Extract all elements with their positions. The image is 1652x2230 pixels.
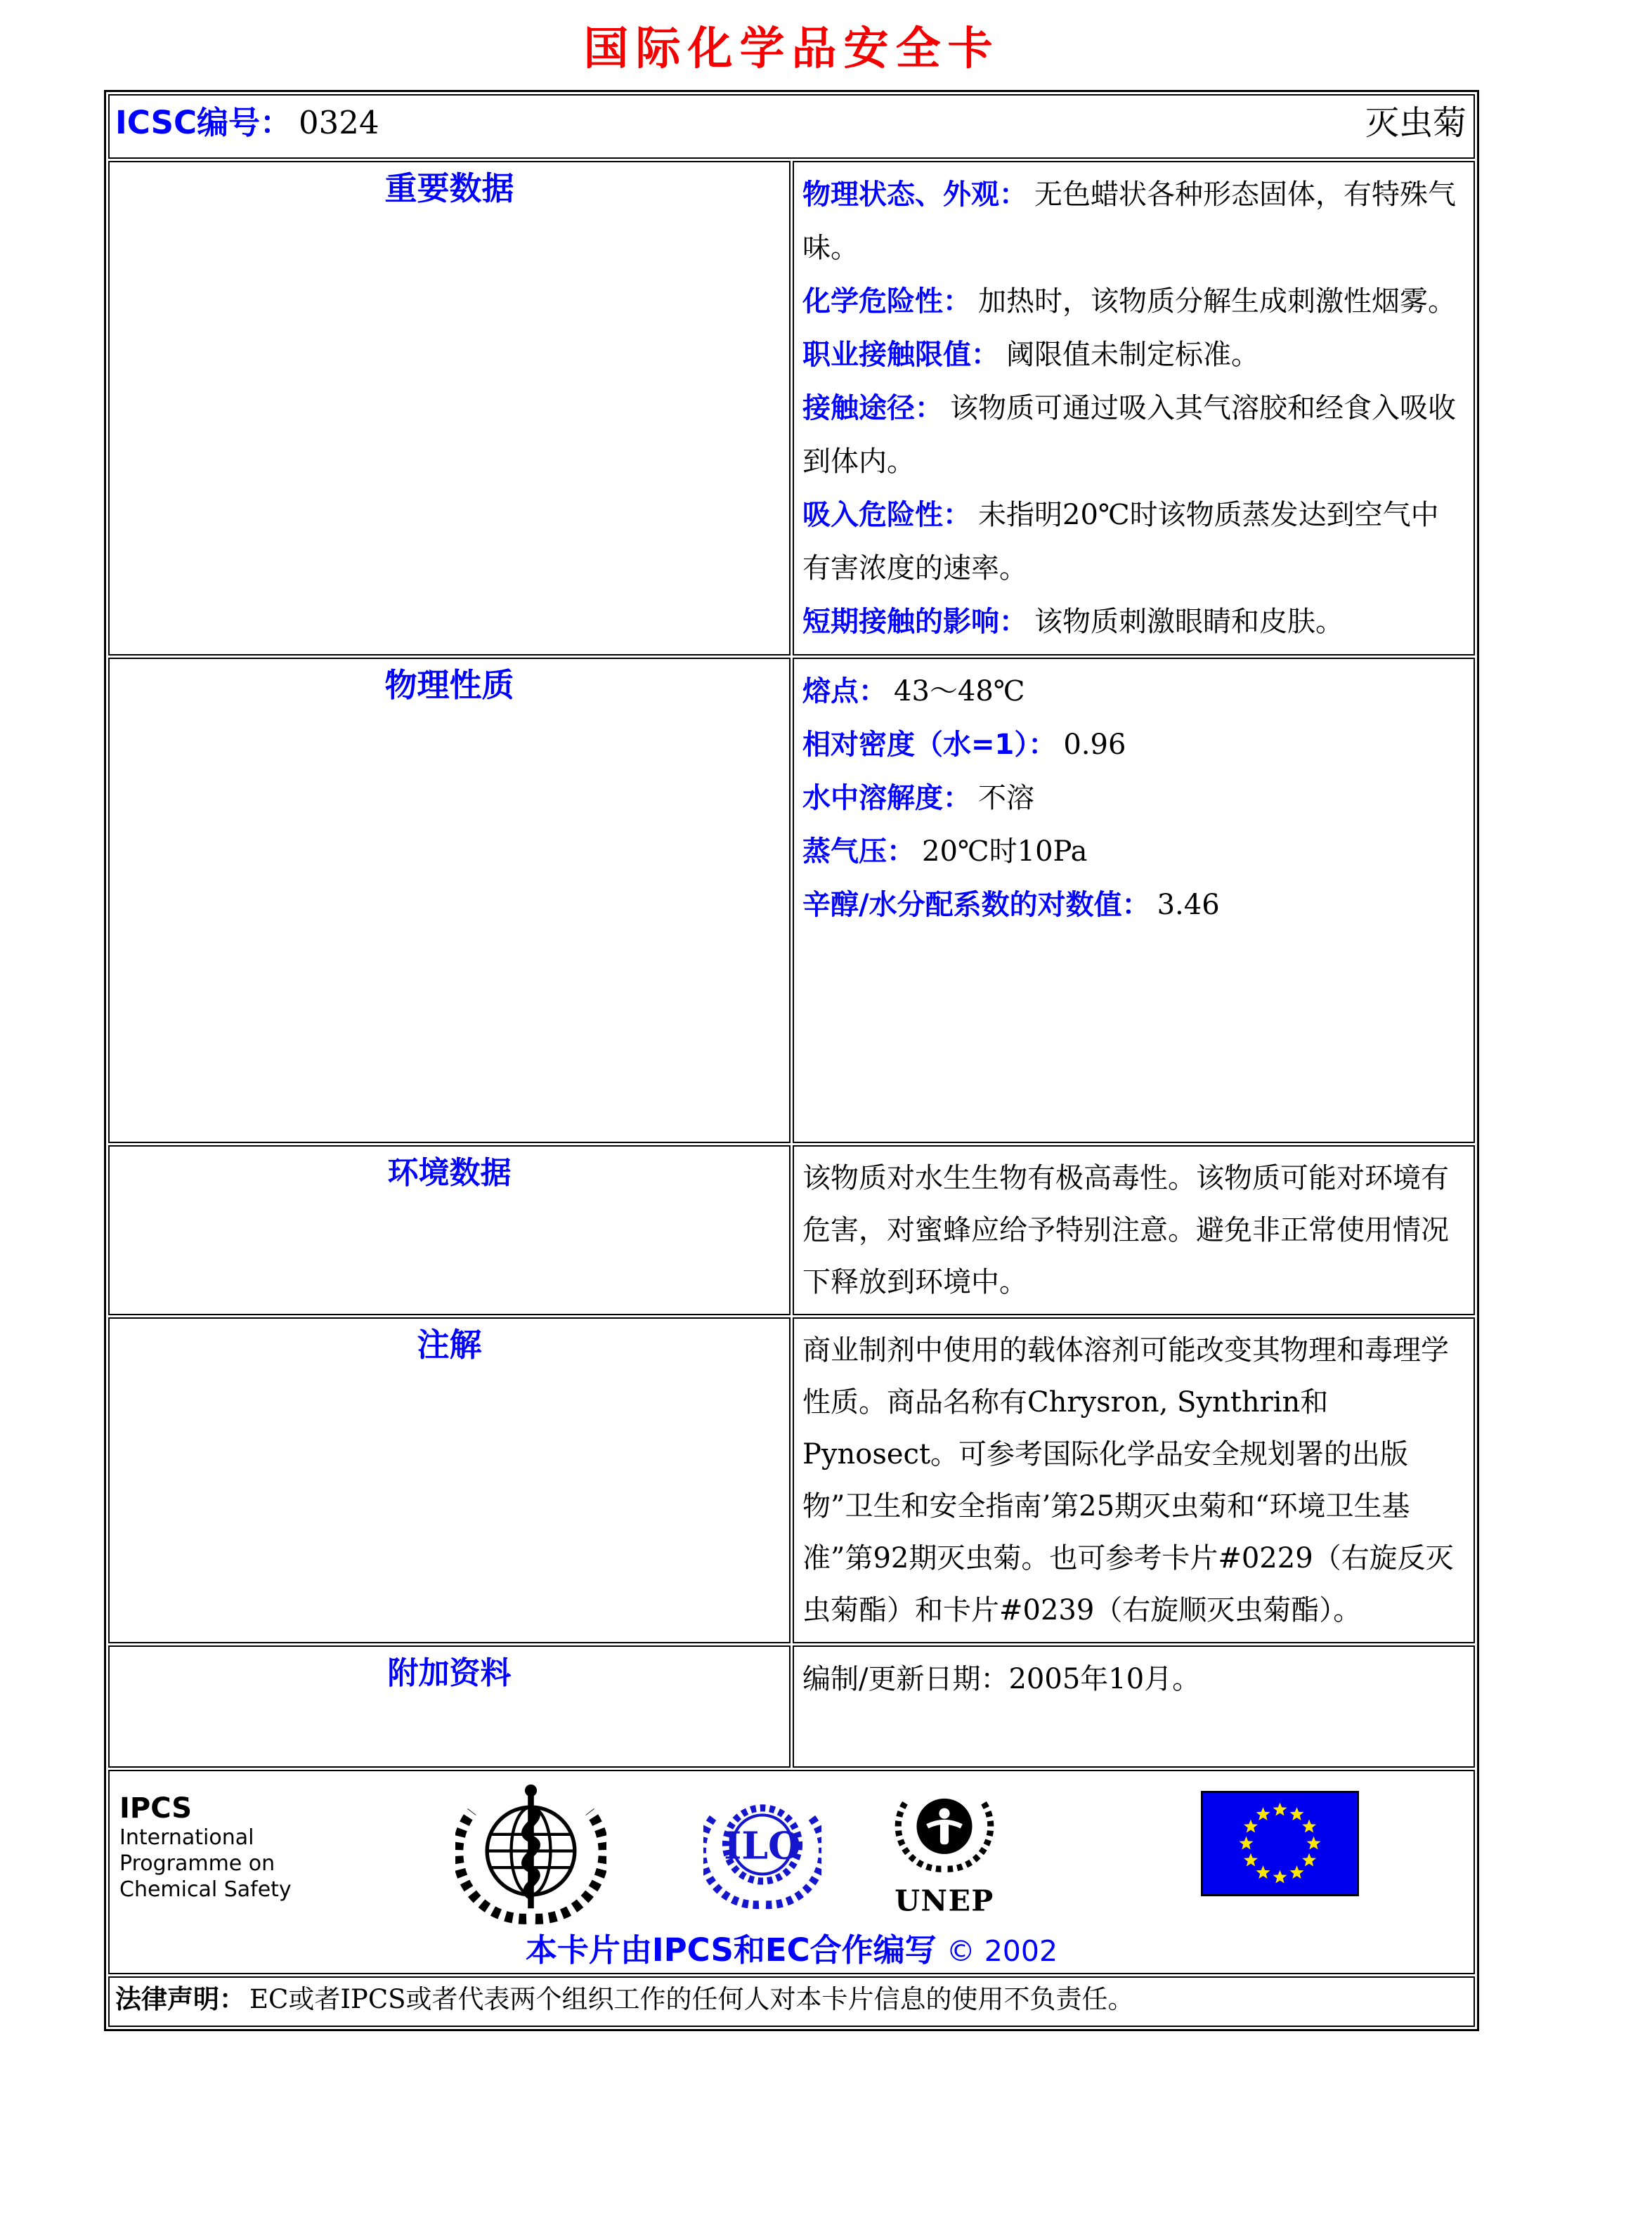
section-label-environmental-data: 环境数据: [108, 1145, 791, 1315]
section-label-physical-properties: 物理性质: [108, 658, 791, 1143]
ilo-wordmark: ILO: [724, 1823, 801, 1868]
section-label-additional-info: 附加资料: [108, 1645, 791, 1768]
ilo-logo-icon: [703, 1780, 821, 1924]
field-label: 相对密度（水=1）：: [802, 729, 1057, 761]
field-label: 接触途径：: [802, 392, 943, 424]
field-value: 20℃时10Pa: [922, 835, 1088, 868]
row-chemical-danger: [802, 275, 1464, 328]
field-value: 阈限值未制定标准。: [1006, 339, 1259, 371]
section-additional-info: [108, 1645, 1475, 1768]
legal-label: 法律声明：: [115, 1984, 245, 2014]
icsc-number-value: 0324: [299, 104, 379, 141]
field-label: 物理状态、外观：: [802, 178, 1027, 211]
row-vapor-pressure: [802, 825, 1464, 878]
row-relative-density: [802, 718, 1464, 771]
header-row: [108, 94, 1475, 159]
field-label: 吸入危险性：: [802, 499, 971, 531]
copyright-year: © 2002: [946, 1934, 1058, 1968]
copyright-line: [110, 1924, 1474, 1970]
unep-logo-icon: [891, 1777, 998, 1917]
who-logo-icon: [455, 1775, 606, 1926]
row-water-solubility: [802, 771, 1464, 825]
footer-logos-strip: [110, 1771, 1474, 1973]
row-inhalation-risk: [802, 488, 1464, 595]
icsc-table: [104, 90, 1479, 2031]
footer-row: [108, 1770, 1475, 1974]
field-label: 水中溶解度：: [802, 782, 971, 814]
row-short-term-effects: [802, 595, 1464, 648]
row-melting-point: [802, 665, 1464, 718]
field-label: 熔点：: [802, 675, 887, 708]
section-content-additional-info: 编制/更新日期：2005年10月。: [793, 1645, 1475, 1768]
field-value: 无色蜡状各种形态固体，有特殊气味。: [802, 178, 1456, 264]
field-value: 43～48℃: [894, 675, 1025, 708]
legal-row: [108, 1976, 1475, 2027]
field-value: 该物质可通过吸入其气溶胶和经食入吸收到体内。: [802, 392, 1456, 478]
section-environmental-data: [108, 1145, 1475, 1315]
field-value: 加热时，该物质分解生成刺激性烟雾。: [978, 285, 1456, 318]
row-exposure-route: [802, 382, 1464, 488]
row-octanol-water: [802, 878, 1464, 932]
field-label: 化学危险性：: [802, 285, 971, 318]
row-physical-state: [802, 168, 1464, 275]
section-important-data: [108, 161, 1475, 656]
section-content-environmental-data: 该物质对水生生物有极高毒性。该物质可能对环境有危害，对蜜蜂应给予特别注意。避免非正常使用情况下释放到环境中。: [793, 1145, 1475, 1315]
ipcs-wordmark-block: IPCS International Programme on Chemical Safety: [119, 1792, 292, 1902]
unep-wordmark: UNEP: [895, 1883, 994, 1917]
field-value: 不溶: [978, 782, 1034, 814]
chemical-name: 灭虫菊: [1365, 103, 1466, 143]
copyright-text: 本卡片由IPCS和EC合作编写: [525, 1931, 937, 1969]
section-content-important-data: [793, 161, 1475, 656]
page-title: 国际化学品安全卡: [583, 22, 1000, 75]
field-value: 未指明20℃时该物质蒸发达到空气中有害浓度的速率。: [802, 499, 1439, 585]
field-label: 蒸气压：: [802, 835, 915, 868]
eu-flag-icon: [1201, 1791, 1359, 1896]
legal-text: EC或者IPCS或者代表两个组织工作的任何人对本卡片信息的使用不负责任。: [249, 1984, 1134, 2014]
ipcs-title: IPCS: [119, 1792, 193, 1825]
field-value: 0.96: [1063, 729, 1126, 761]
field-value: 该物质刺激眼睛和皮肤。: [1034, 606, 1344, 638]
row-exposure-limit: [802, 328, 1464, 382]
section-notes: [108, 1317, 1475, 1643]
section-label-notes: 注解: [108, 1317, 791, 1643]
section-content-notes: 商业制剂中使用的载体溶剂可能改变其物理和毒理学性质。商品名称有Chrysron, Synthrin和 Pynosect。可参考国际化学品安全规划署的出版物”卫生和安全指南’第25期灭虫菊和“环境卫生基准”第92期灭虫菊。也可参考卡片#0229（右旋反灭虫菊酯）和卡片#0239（右旋顺灭虫菊酯）。: [793, 1317, 1475, 1643]
section-label-important-data: 重要数据: [108, 161, 791, 656]
field-value: 3.46: [1157, 889, 1220, 921]
section-content-physical-properties: [793, 658, 1475, 1143]
section-physical-properties: [108, 658, 1475, 1143]
field-label: 短期接触的影响：: [802, 606, 1027, 638]
field-label: 职业接触限值：: [802, 339, 999, 371]
icsc-number-group: [115, 97, 379, 143]
icsc-number-label: ICSC编号：: [115, 104, 292, 141]
field-label: 辛醇/水分配系数的对数值：: [802, 889, 1150, 921]
